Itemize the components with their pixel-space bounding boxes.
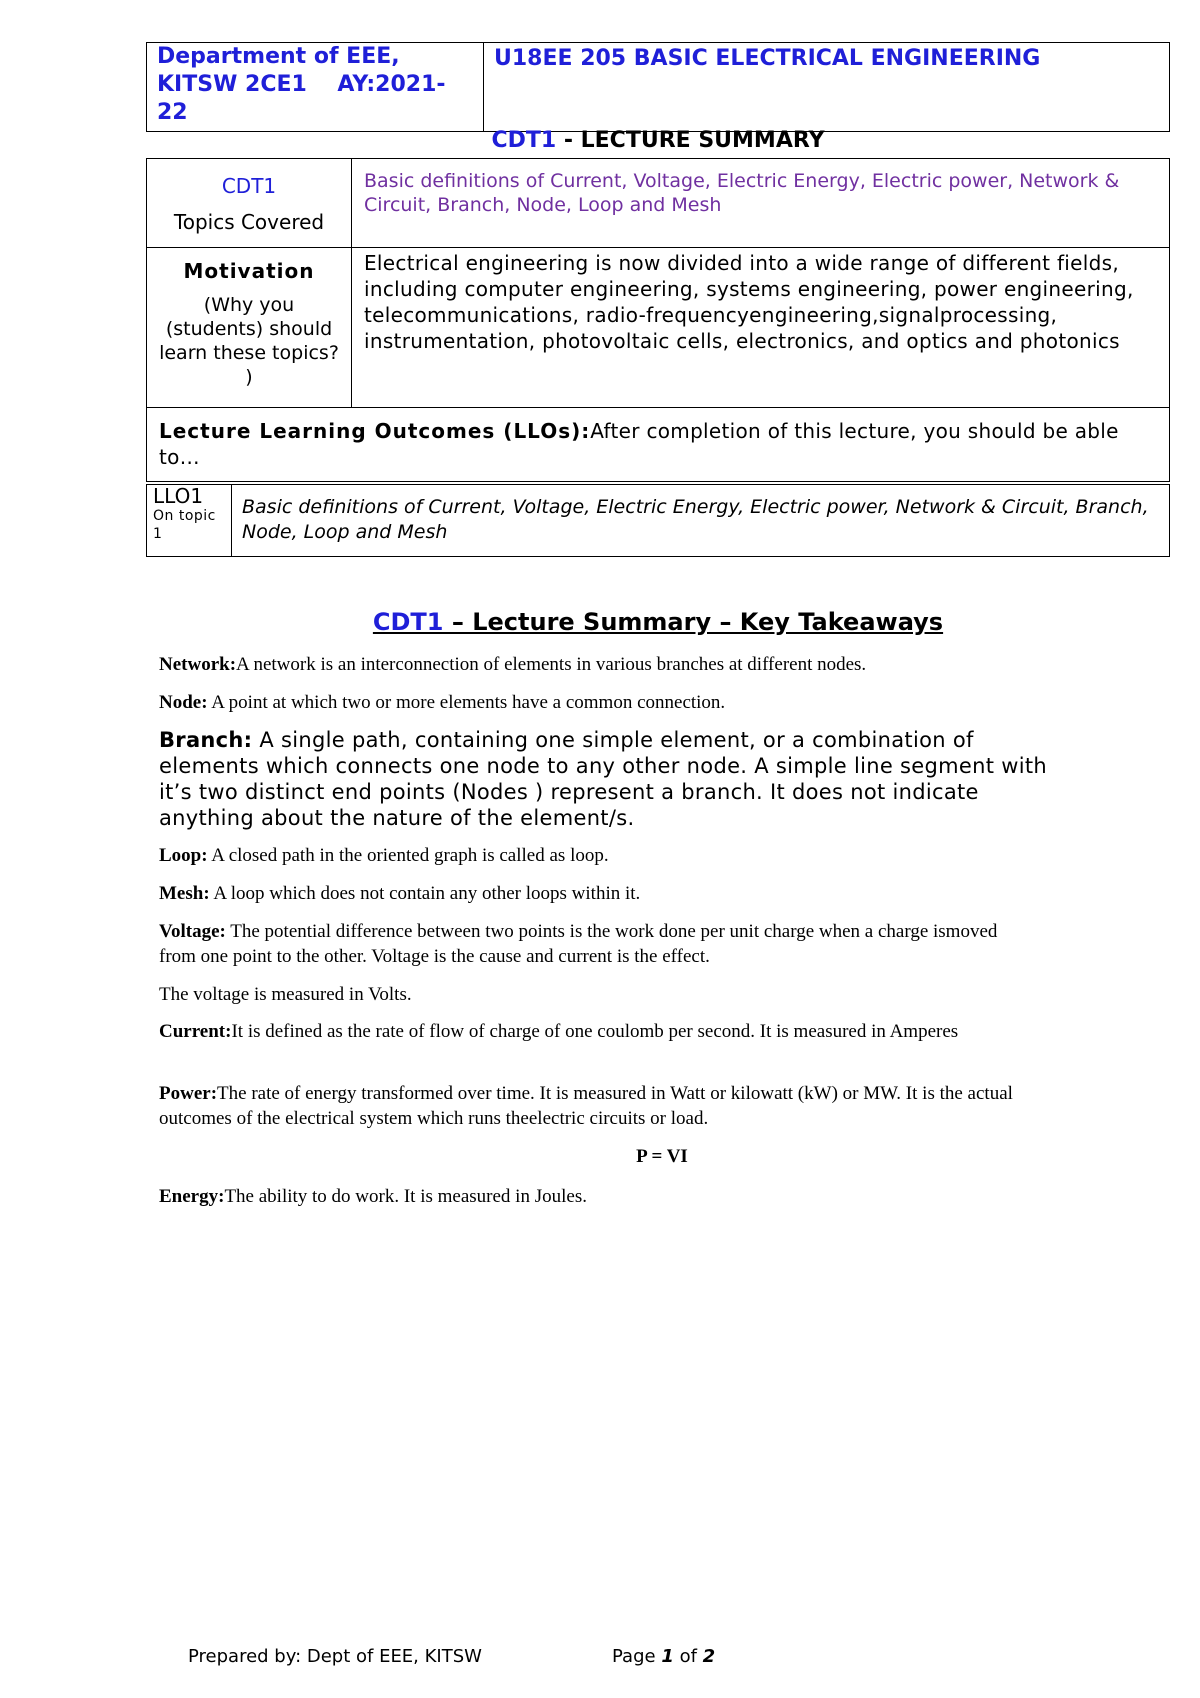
topics-label-cell xyxy=(147,159,352,248)
branch-term: Branch: xyxy=(159,728,253,752)
course-title: U18EE 205 BASIC ELECTRICAL ENGINEERING xyxy=(484,43,1170,132)
summary-table xyxy=(146,158,1170,482)
page-of-label: of xyxy=(673,1646,703,1667)
node-definition xyxy=(159,690,1059,715)
power-formula: P = VI xyxy=(636,1146,688,1167)
loop-term: Loop: xyxy=(159,845,208,866)
energy-definition xyxy=(159,1184,1059,1209)
summary-title-rest: - LECTURE SUMMARY xyxy=(556,128,825,153)
key-takeaways-title xyxy=(146,608,1170,636)
key-title-rest: – Lecture Summary – Key Takeaways xyxy=(443,608,944,636)
current-definition xyxy=(159,1019,1039,1044)
motivation-label: Motivation xyxy=(183,259,315,283)
department-line-3: 22 xyxy=(157,100,188,125)
topics-value: Basic definitions of Current, Voltage, Electric Energy, Electric power, Network & Circuit, Branch, Node, Loop and Mesh xyxy=(352,159,1170,248)
loop-definition xyxy=(159,843,1059,868)
current-term: Current: xyxy=(159,1021,232,1042)
topics-label: CDT1 xyxy=(221,174,277,198)
energy-term: Energy: xyxy=(159,1186,225,1207)
page-total: 2 xyxy=(702,1646,716,1667)
llo-id: LLO1 xyxy=(153,484,204,508)
power-term: Power: xyxy=(159,1083,218,1104)
energy-text: The ability to do work. It is measured in Joules. xyxy=(224,1186,587,1207)
network-text: A network is an interconnection of elements in various branches at different nodes. xyxy=(236,654,867,675)
node-term: Node: xyxy=(159,692,208,713)
lecture-summary-title xyxy=(146,128,1170,153)
llo-heading-cell xyxy=(147,408,1170,482)
current-text: It is defined as the rate of flow of charge of one coulomb per second. It is measured in Amperes xyxy=(231,1021,959,1042)
network-term: Network: xyxy=(159,654,237,675)
llo-heading: Lecture Learning Outcomes (LLOs): xyxy=(159,419,591,443)
branch-text: A single path, containing one simple element, or a combination of elements which connects one node to any other node. A simple line segment with it’s two distinct end points (Nodes ) represent a branch. It does not indicate anything about the nature of the element/s. xyxy=(159,728,1047,830)
page-label: Page xyxy=(612,1646,662,1667)
power-definition xyxy=(159,1081,1059,1131)
llo-topic: On topic 1 xyxy=(153,508,216,542)
voltage-text: The potential difference between two points is the work done per unit charge when a charge ismoved from one point to the other. Voltage is the cause and current is the effect. xyxy=(159,921,998,967)
department-line-1: Department of EEE, xyxy=(157,44,400,69)
mesh-term: Mesh: xyxy=(159,883,210,904)
llo-intro: After completion of this lecture, you should be able to… xyxy=(159,419,1119,469)
mesh-text: A loop which does not contain any other loops within it. xyxy=(209,883,641,904)
voltage-term: Voltage: xyxy=(159,921,226,942)
page-current: 1 xyxy=(661,1646,674,1667)
motivation-sub-label: (Why you (students) should learn these topics? ) xyxy=(159,294,339,388)
key-title-cdt: CDT1 xyxy=(372,608,444,636)
llo-text: Basic definitions of Current, Voltage, Electric Energy, Electric power, Network & Circuit, Branch, Node, Loop and Mesh xyxy=(232,485,1170,557)
mesh-definition xyxy=(159,881,1059,906)
llo-id-cell xyxy=(147,485,232,557)
footer-page-number xyxy=(612,1646,715,1667)
topics-sub-label: Topics Covered xyxy=(173,210,325,234)
voltage-definition xyxy=(159,919,1019,969)
node-text: A point at which two or more elements have a common connection. xyxy=(207,692,726,713)
network-definition xyxy=(159,652,1059,677)
voltage-unit: The voltage is measured in Volts. xyxy=(159,984,412,1005)
motivation-value: Electrical engineering is now divided into a wide range of different fields, including computer engineering, systems engineering, power engineering, telecommunications, radio-frequencyengineering,signalprocessing, instrumentation, photovoltaic cells, electronics, and optics and photonics xyxy=(352,248,1170,408)
footer-prepared-by: Prepared by: Dept of EEE, KITSW xyxy=(188,1646,482,1667)
motivation-label-cell xyxy=(147,248,352,408)
loop-text: A closed path in the oriented graph is called as loop. xyxy=(207,845,609,866)
department-line-2: KITSW 2CE1 AY:2021- xyxy=(157,72,446,97)
llo-table xyxy=(146,484,1170,557)
department-cell xyxy=(147,43,484,132)
summary-title-cdt: CDT1 xyxy=(491,128,557,153)
power-text: The rate of energy transformed over time. It is measured in Watt or kilowatt (kW) or MW. It is the actual outcomes of the electrical system which runs theelectric circuits or load. xyxy=(159,1083,1013,1129)
branch-definition xyxy=(159,727,1069,831)
header-table xyxy=(146,42,1170,132)
